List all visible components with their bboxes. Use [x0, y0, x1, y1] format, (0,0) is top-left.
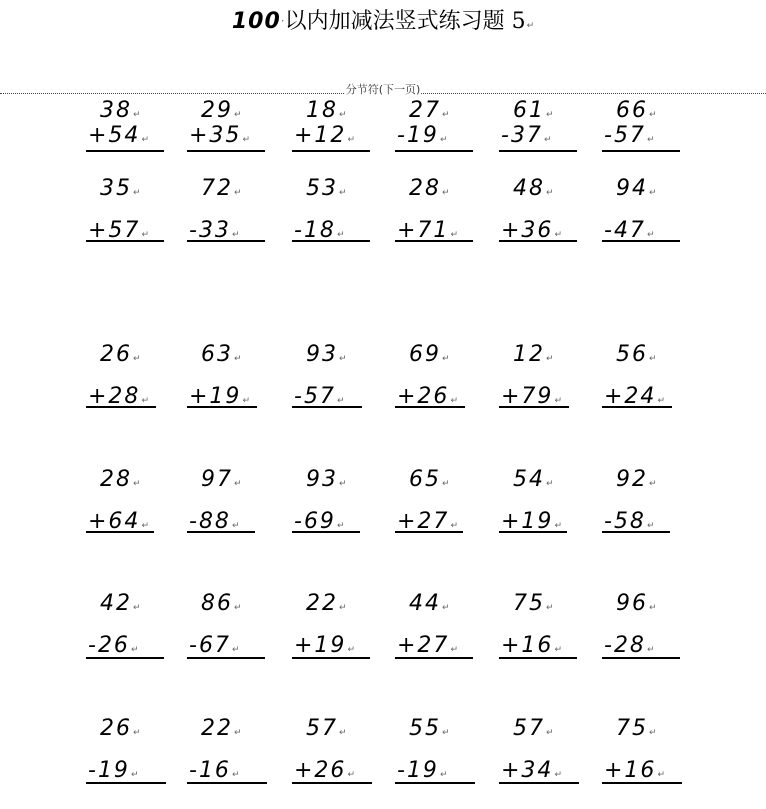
first-number [616, 467, 659, 497]
paragraph-mark-icon: ↵ [234, 479, 244, 489]
first-number-text: 28 [100, 467, 132, 492]
first-number [100, 467, 143, 497]
first-number-text: 92 [616, 467, 648, 492]
paragraph-mark-icon: ↵ [339, 354, 349, 364]
answer-line [395, 657, 473, 659]
paragraph-mark-icon: ↵ [339, 110, 349, 120]
second-number-text: -58 [604, 509, 646, 534]
first-number [513, 467, 556, 497]
answer-line [602, 531, 670, 533]
second-number [88, 123, 151, 153]
second-number-text: +57 [88, 218, 141, 243]
answer-line [602, 657, 680, 659]
second-number [294, 123, 357, 153]
first-number-text: 97 [201, 467, 233, 492]
second-number-text: +79 [501, 384, 554, 409]
second-number-text: -37 [501, 123, 543, 148]
first-number [201, 176, 244, 206]
second-number-text: +36 [501, 218, 554, 243]
first-number-text: 66 [616, 98, 648, 123]
first-number [409, 467, 452, 497]
answer-line [602, 406, 672, 408]
paragraph-mark-icon: ↵ [657, 770, 667, 780]
paragraph-mark-icon: ↵ [546, 188, 556, 198]
second-number-text: +34 [501, 758, 554, 783]
paragraph-mark-icon: ↵ [442, 728, 452, 738]
paragraph-mark-icon: ↵ [336, 521, 347, 531]
answer-line [187, 531, 255, 533]
second-number-text: -16 [189, 758, 231, 783]
answer-line [292, 782, 372, 784]
first-number [513, 591, 556, 621]
answer-line [86, 240, 164, 242]
paragraph-mark-icon: ↵ [649, 728, 659, 738]
second-number [189, 218, 241, 248]
paragraph-mark-icon: ↵ [546, 354, 556, 364]
paragraph-mark-icon: ↵ [347, 645, 357, 655]
answer-line [292, 240, 370, 242]
second-number-text: +26 [397, 384, 450, 409]
paragraph-mark-icon: ↵ [141, 521, 151, 531]
paragraph-mark-icon: ↵ [231, 770, 242, 780]
paragraph-mark-icon: ↵ [554, 770, 564, 780]
answer-line [499, 240, 577, 242]
paragraph-mark-icon: ↵ [546, 110, 556, 120]
second-number-text: -67 [189, 633, 231, 658]
title-space-dot: · [280, 14, 285, 28]
paragraph-mark-icon: ↵ [141, 230, 151, 240]
first-number-text: 35 [100, 176, 132, 201]
paragraph-mark-icon: ↵ [339, 188, 349, 198]
answer-line [187, 657, 265, 659]
first-number [306, 342, 349, 372]
paragraph-mark-icon: ↵ [141, 135, 151, 145]
first-number-text: 93 [306, 467, 338, 492]
first-number-text: 22 [201, 716, 233, 741]
first-number [201, 467, 244, 497]
paragraph-mark-icon: ↵ [649, 603, 659, 613]
second-number-text: +24 [604, 384, 657, 409]
paragraph-mark-icon: ↵ [546, 728, 556, 738]
first-number [306, 467, 349, 497]
second-number [501, 509, 564, 539]
paragraph-mark-icon: ↵ [130, 770, 141, 780]
first-number-text: 61 [513, 98, 545, 123]
paragraph-mark-icon: ↵ [554, 230, 564, 240]
paragraph-mark-icon: ↵ [336, 396, 347, 406]
paragraph-mark-icon: ↵ [543, 135, 554, 145]
first-number-text: 75 [616, 716, 648, 741]
paragraph-mark-icon: ↵ [439, 770, 450, 780]
answer-line [292, 531, 360, 533]
first-number-text: 86 [201, 591, 233, 616]
paragraph-mark-icon: ↵ [133, 728, 143, 738]
paragraph-mark-icon: ↵ [554, 645, 564, 655]
paragraph-mark-icon: ↵ [450, 521, 460, 531]
answer-line [395, 531, 463, 533]
paragraph-mark-icon: ↵ [442, 188, 452, 198]
paragraph-mark-icon: ↵ [649, 188, 659, 198]
second-number [294, 509, 346, 539]
second-number-text: -57 [604, 123, 646, 148]
first-number-text: 54 [513, 467, 545, 492]
second-number [189, 384, 252, 414]
first-number [306, 176, 349, 206]
second-number [397, 218, 460, 248]
paragraph-mark-icon: ↵ [442, 354, 452, 364]
second-number-text: +26 [294, 758, 347, 783]
second-number-text: +71 [397, 218, 450, 243]
title-text: 以内加减法竖式练习题 5 [284, 9, 526, 34]
first-number [616, 716, 659, 746]
first-number-text: 42 [100, 591, 132, 616]
second-number-text: -26 [88, 633, 130, 658]
first-number [100, 716, 143, 746]
second-number-text: +19 [294, 633, 347, 658]
second-number [88, 509, 151, 539]
first-number [513, 716, 556, 746]
answer-line [499, 406, 569, 408]
second-number-text: +54 [88, 123, 141, 148]
first-number [409, 176, 452, 206]
first-number [201, 342, 244, 372]
paragraph-mark-icon: ↵ [442, 110, 452, 120]
second-number-text: +35 [189, 123, 242, 148]
second-number [604, 123, 656, 153]
answer-line [602, 150, 680, 152]
first-number-text: 38 [100, 98, 132, 123]
second-number [189, 123, 252, 153]
paragraph-mark-icon: ↵ [442, 603, 452, 613]
answer-line [602, 782, 682, 784]
paragraph-mark-icon: ↵ [347, 770, 357, 780]
answer-line [499, 657, 577, 659]
paragraph-mark-icon: ↵ [646, 645, 657, 655]
section-break-label: 分节符(下一页) [345, 83, 421, 96]
paragraph-mark-icon: ↵ [554, 521, 564, 531]
first-number-text: 27 [409, 98, 441, 123]
paragraph-mark-icon: ↵ [234, 603, 244, 613]
answer-line [602, 240, 680, 242]
first-number [100, 176, 143, 206]
answer-line [499, 782, 579, 784]
paragraph-mark-icon: ↵ [442, 479, 452, 489]
first-number-text: 57 [513, 716, 545, 741]
first-number [616, 591, 659, 621]
paragraph-mark-icon: ↵ [133, 479, 143, 489]
second-number-text: -19 [397, 758, 439, 783]
first-number [616, 342, 659, 372]
paragraph-mark-icon: ↵ [649, 110, 659, 120]
first-number-text: 56 [616, 342, 648, 367]
answer-line [395, 406, 465, 408]
second-number [604, 218, 656, 248]
paragraph-mark-icon: ↵ [231, 645, 242, 655]
paragraph-mark-icon: ↵ [554, 396, 564, 406]
answer-line [187, 406, 257, 408]
first-number [616, 176, 659, 206]
paragraph-mark-icon: ↵ [649, 354, 659, 364]
first-number-text: 48 [513, 176, 545, 201]
first-number [409, 342, 452, 372]
second-number [294, 384, 346, 414]
second-number-text: -69 [294, 509, 336, 534]
first-number-text: 75 [513, 591, 545, 616]
paragraph-mark-icon: ↵ [646, 230, 657, 240]
first-number-text: 44 [409, 591, 441, 616]
paragraph-mark-icon: ↵ [546, 603, 556, 613]
paragraph-mark-icon: ↵ [657, 396, 667, 406]
first-number-text: 93 [306, 342, 338, 367]
second-number-text: +16 [501, 633, 554, 658]
second-number-text: -18 [294, 218, 336, 243]
paragraph-mark-icon: ↵ [234, 188, 244, 198]
second-number-text: -47 [604, 218, 646, 243]
second-number-text: +64 [88, 509, 141, 534]
answer-line [395, 150, 473, 152]
second-number-text: +19 [189, 384, 242, 409]
second-number [397, 384, 460, 414]
second-number-text: +27 [397, 633, 450, 658]
paragraph-mark-icon: ↵ [130, 645, 141, 655]
second-number [397, 509, 460, 539]
first-number-text: 63 [201, 342, 233, 367]
second-number-text: +19 [501, 509, 554, 534]
answer-line [86, 531, 154, 533]
answer-line [292, 150, 370, 152]
second-number [88, 218, 151, 248]
answer-line [292, 406, 362, 408]
paragraph-mark-icon: ↵ [336, 230, 347, 240]
first-number-text: 29 [201, 98, 233, 123]
first-number-text: 22 [306, 591, 338, 616]
paragraph-mark-icon: ↵ [450, 396, 460, 406]
paragraph-mark-icon: ↵ [242, 135, 252, 145]
first-number-text: 53 [306, 176, 338, 201]
first-number [306, 591, 349, 621]
paragraph-mark-icon: ↵ [347, 135, 357, 145]
paragraph-mark-icon: ↵ [646, 521, 657, 531]
first-number [409, 591, 452, 621]
paragraph-mark-icon: ↵ [234, 110, 244, 120]
second-number [189, 509, 241, 539]
paragraph-mark-icon: ↵ [231, 521, 242, 531]
answer-line [292, 657, 370, 659]
second-number-text: -28 [604, 633, 646, 658]
first-number [409, 716, 452, 746]
paragraph-mark-icon: ↵ [133, 603, 143, 613]
paragraph-mark-icon: ↵ [339, 728, 349, 738]
first-number-text: 69 [409, 342, 441, 367]
second-number [604, 509, 656, 539]
answer-line [86, 657, 164, 659]
first-number-text: 26 [100, 342, 132, 367]
paragraph-mark-icon: ↵ [646, 135, 657, 145]
first-number-text: 26 [100, 716, 132, 741]
paragraph-mark-icon: ↵ [450, 230, 460, 240]
paragraph-mark-icon: ↵ [234, 728, 244, 738]
paragraph-mark-icon: ↵ [339, 603, 349, 613]
paragraph-mark-icon: ↵ [141, 396, 151, 406]
second-number-text: +12 [294, 123, 347, 148]
second-number-text: +16 [604, 758, 657, 783]
paragraph-mark-icon: ↵ [339, 479, 349, 489]
paragraph-mark-icon: ↵ [234, 354, 244, 364]
answer-line [187, 240, 265, 242]
paragraph-mark-icon: ↵ [546, 479, 556, 489]
second-number [397, 123, 449, 153]
second-number-text: +27 [397, 509, 450, 534]
first-number [201, 591, 244, 621]
second-number-text: -88 [189, 509, 231, 534]
first-number-text: 96 [616, 591, 648, 616]
answer-line [86, 406, 156, 408]
paragraph-mark-icon: ↵ [526, 21, 535, 31]
second-number [501, 123, 553, 153]
first-number [100, 591, 143, 621]
answer-line [187, 150, 265, 152]
first-number-text: 72 [201, 176, 233, 201]
first-number [100, 342, 143, 372]
paragraph-mark-icon: ↵ [231, 230, 242, 240]
first-number-text: 55 [409, 716, 441, 741]
second-number-text: -19 [88, 758, 130, 783]
first-number-text: 18 [306, 98, 338, 123]
second-number [604, 384, 667, 414]
paragraph-mark-icon: ↵ [450, 645, 460, 655]
paragraph-mark-icon: ↵ [133, 110, 143, 120]
answer-line [499, 150, 577, 152]
first-number [201, 716, 244, 746]
answer-line [86, 782, 166, 784]
answer-line [187, 782, 267, 784]
title-number: 100 [231, 9, 281, 34]
paragraph-mark-icon: ↵ [439, 135, 450, 145]
answer-line [395, 240, 473, 242]
answer-line [395, 782, 475, 784]
second-number-text: -33 [189, 218, 231, 243]
second-number [501, 384, 564, 414]
first-number-text: 94 [616, 176, 648, 201]
paragraph-mark-icon: ↵ [649, 479, 659, 489]
first-number-text: 65 [409, 467, 441, 492]
first-number-text: 28 [409, 176, 441, 201]
answer-line [499, 531, 567, 533]
first-number [513, 342, 556, 372]
first-number [513, 176, 556, 206]
second-number [88, 384, 151, 414]
second-number [294, 218, 346, 248]
first-number-text: 12 [513, 342, 545, 367]
first-number-text: 57 [306, 716, 338, 741]
second-number-text: +28 [88, 384, 141, 409]
second-number-text: -19 [397, 123, 439, 148]
second-number [501, 218, 564, 248]
paragraph-mark-icon: ↵ [242, 396, 252, 406]
first-number [306, 716, 349, 746]
second-number-text: -57 [294, 384, 336, 409]
paragraph-mark-icon: ↵ [133, 354, 143, 364]
paragraph-mark-icon: ↵ [133, 188, 143, 198]
answer-line [86, 150, 164, 152]
